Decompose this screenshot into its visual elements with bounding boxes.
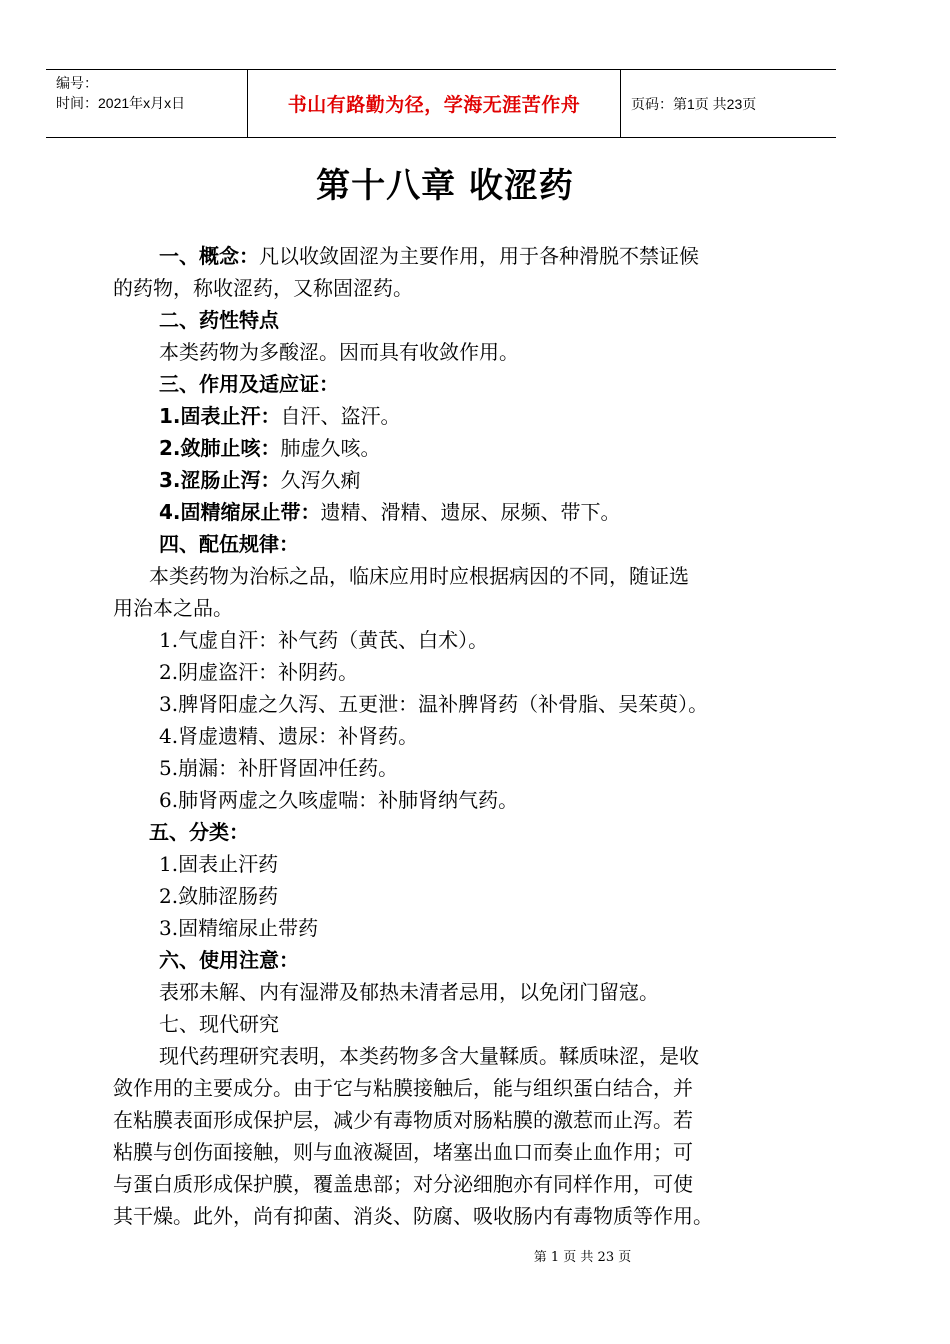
header-page-cell	[621, 70, 836, 137]
header-motto-cell	[248, 70, 621, 137]
list-item	[113, 496, 783, 528]
list-item: 3.固精缩尿止带药	[159, 916, 319, 940]
header-meta	[46, 70, 248, 137]
paragraph-line: 现代药理研究表明，本类药物多含大量鞣质。鞣质味涩，是收	[159, 1044, 699, 1068]
section-4-line-1: 本类药物为治标之品，临床应用时应根据病因的不同，随证选	[149, 564, 689, 588]
section-4-heading: 四、配伍规律：	[159, 532, 299, 556]
paragraph-line: 敛作用的主要成分。由于它与粘膜接触后，能与组织蛋白结合，并	[113, 1076, 693, 1100]
section-4-line-2: 用治本之品。	[113, 596, 233, 620]
section-3-heading: 三、作用及适应证：	[159, 372, 339, 396]
paragraph-line: 粘膜与创伤面接触，则与血液凝固，堵塞出血口而奏止血作用；可	[113, 1140, 693, 1164]
list-item	[113, 464, 783, 496]
list-item: 2.阴虚盗汗：补阴药。	[159, 660, 359, 684]
item-heading: 2.敛肺止咳：	[159, 436, 281, 460]
document-header	[46, 69, 836, 138]
header-motto: 书山有路勤为径，学海无涯苦作舟	[287, 94, 581, 116]
list-item: 6.肺肾两虚之久咳虚喘：补肺肾纳气药。	[159, 788, 519, 812]
list-item: 5.崩漏：补肝肾固冲任药。	[159, 756, 399, 780]
section-1-line-1	[113, 240, 783, 272]
section-2-heading: 二、药性特点	[159, 308, 279, 332]
page-label: 页码：第1页 共23页	[631, 95, 757, 112]
item-heading: 1.固表止汗：	[159, 404, 281, 428]
item-text: 自汗、盗汗。	[280, 404, 401, 428]
paragraph-line: 在粘膜表面形成保护层，减少有毒物质对肠粘膜的激惹而止泻。若	[113, 1108, 693, 1132]
section-1-heading: 一、概念：	[159, 244, 259, 268]
list-item: 1.气虚自汗：补气药（黄芪、白术）。	[159, 628, 489, 652]
list-item: 3.脾肾阳虚之久泻、五更泄：温补脾肾药（补骨脂、吴茱萸）。	[159, 692, 709, 716]
section-6-heading: 六、使用注意：	[159, 948, 299, 972]
page-footer: 第 1 页 共 23 页	[533, 1250, 632, 1265]
chapter-title: 第十八章 收涩药	[316, 166, 574, 206]
paragraph-line: 其干燥。此外，尚有抑菌、消炎、防腐、吸收肠内有毒物质等作用。	[113, 1204, 713, 1228]
list-item	[113, 400, 783, 432]
section-1-text: 凡以收敛固涩为主要作用，用于各种滑脱不禁证候	[259, 244, 699, 268]
list-item	[113, 432, 783, 464]
item-text: 久泻久痢	[280, 468, 361, 492]
time-label: 时间：2021年x月x日	[56, 95, 186, 111]
paragraph-line: 与蛋白质形成保护膜，覆盖患部；对分泌细胞亦有同样作用，可使	[113, 1172, 693, 1196]
section-5-heading: 五、分类：	[149, 820, 249, 844]
item-text: 肺虚久咳。	[280, 436, 381, 460]
list-item: 2.敛肺涩肠药	[159, 884, 279, 908]
list-item: 4.肾虚遗精、遗尿：补肾药。	[159, 724, 419, 748]
item-heading: 4.固精缩尿止带：	[159, 500, 321, 524]
item-text: 遗精、滑精、遗尿、尿频、带下。	[320, 500, 621, 524]
section-1-line-2: 的药物，称收涩药，又称固涩药。	[113, 276, 413, 300]
section-7-heading: 七、现代研究	[159, 1012, 279, 1036]
item-heading: 3.涩肠止泻：	[159, 468, 281, 492]
number-label: 编号：	[56, 75, 98, 91]
section-6-text: 表邪未解、内有湿滞及郁热未清者忌用，以免闭门留寇。	[159, 980, 659, 1004]
list-item: 1.固表止汗药	[159, 852, 279, 876]
document-body	[113, 240, 783, 1232]
section-2-text: 本类药物为多酸涩。因而具有收敛作用。	[159, 340, 519, 364]
